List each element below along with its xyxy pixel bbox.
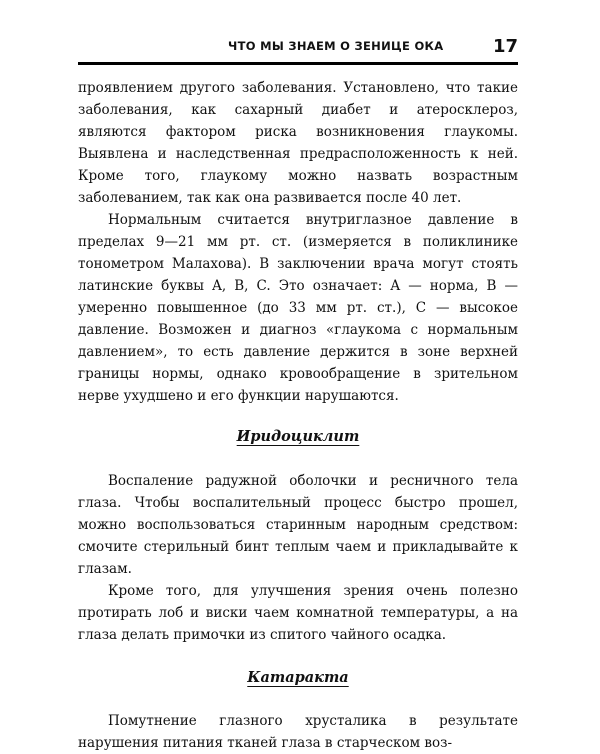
running-title: ЧТО МЫ ЗНАЕМ О ЗЕНИЦЕ ОКА — [228, 39, 444, 53]
paragraph-cataract: Помутнение глазного хрусталика в результате нарушения питания тканей глаза в старческом воз- — [78, 713, 518, 751]
section-heading-text: Иридоциклит — [236, 428, 360, 445]
section-heading-iridocyclitis — [78, 426, 518, 448]
paragraph-iridocyclitis: Воспаление радужной оболочки и ресничного тела глаза. Чтобы воспалительный процесс быстро прошел, можно воспользоваться старинным народным средством: смочите стерильный бинт теплым чаем и прикладывайте к глазам. — [78, 473, 518, 577]
section-heading-cataract — [78, 667, 518, 689]
page-number: 17 — [492, 36, 518, 57]
page-body — [78, 77, 518, 754]
section-heading-text: Катаракта — [247, 669, 349, 686]
header-rule — [78, 62, 518, 65]
paragraph-continued: проявлением другого заболевания. Установлено, что такие заболевания, как сахарный диабет и атеросклероз, являются фактором риска возникновения глаукомы. Выявлена и наследственная предрасположенность к ней. Кроме того, глаукому можно назвать возрастным заболеванием, так как она развивается после 40 лет. — [78, 80, 518, 206]
paragraph-tea-remedy: Кроме того, для улучшения зрения очень полезно протирать лоб и виски чаем комнатной температуры, а на глаза делать примочки из спитого чайного осадка. — [78, 583, 518, 643]
paragraph-pressure: Нормальным считается внутриглазное давление в пределах 9—21 мм рт. ст. (измеряется в поликлинике тонометром Малахова). В заключении врача могут стоять латинские буквы A, B, C. Это означает: A — норма, B — умеренно повышенное (до 33 мм рт. ст.), C — высокое давление. Возможен и диагноз «глаукома с нормальным давлением», то есть давление держится в зоне верхней границы нормы, однако кровообращение в зрительном нерве ухудшено и его функции нарушаются. — [78, 212, 518, 404]
